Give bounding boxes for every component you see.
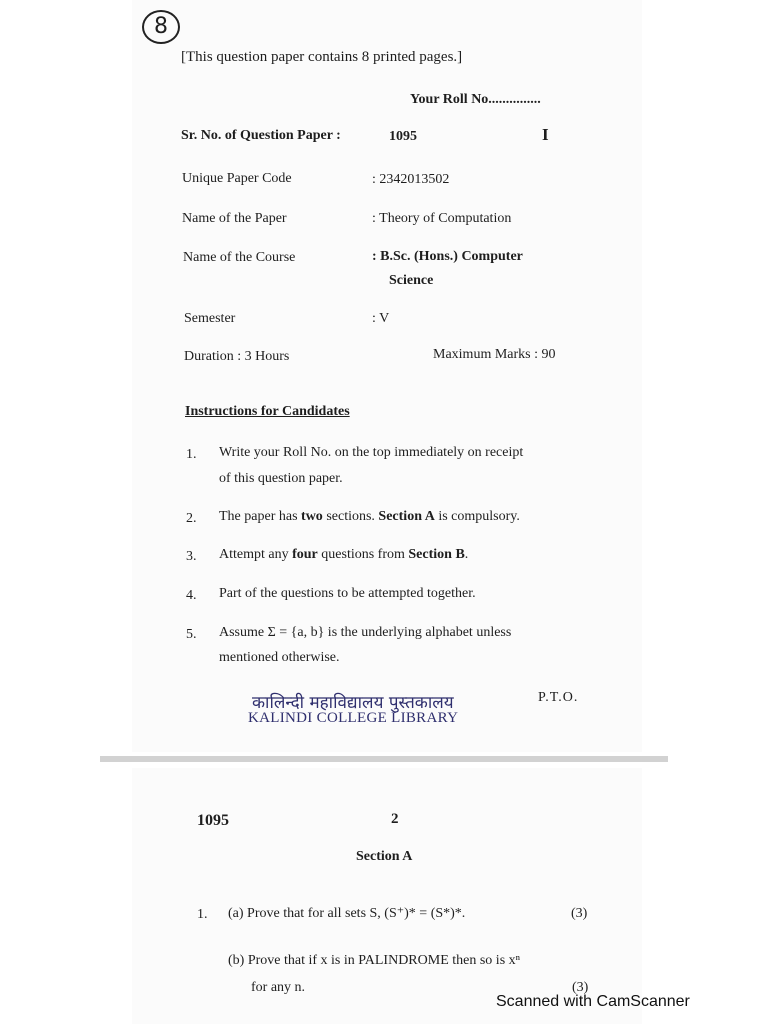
instruction-number: 5. [186,627,197,642]
instruction-text: The paper has two sections. Section A is compulsory. [219,509,520,524]
course-value-line1: : B.Sc. (Hons.) Computer [372,249,523,264]
upc-value: : 2342013502 [372,172,450,187]
instruction-text: of this question paper. [219,471,343,486]
header-note: [This question paper contains 8 printed pages.] [181,49,463,65]
instruction-text: Assume Σ = {a, b} is the underlying alphabet unless [219,625,512,640]
instruction-text: Attempt any four questions from Section B. [219,547,469,562]
roll-no-field: Your Roll No............... [410,92,541,107]
paper-name-value: : Theory of Computation [372,211,512,226]
instruction-number: 1. [186,447,197,462]
instruction-number: 2. [186,511,197,526]
question-1a-marks: (3) [571,906,588,921]
instruction-text: Write your Roll No. on the top immediately on receipt [219,445,524,460]
library-stamp-hindi: कालिन्दी महाविद्यालय पुस्तकालय [252,693,454,713]
page2-paper-code: 1095 [197,812,229,829]
sr-no-value: 1095 [389,129,417,144]
max-marks: Maximum Marks : 90 [433,347,556,362]
course-label: Name of the Course [183,250,296,265]
semester-value: : V [372,311,390,326]
instructions-heading: Instructions for Candidates [185,404,350,419]
pto-label: P.T.O. [538,690,579,705]
scanner-watermark: Scanned with CamScanner [496,993,690,1010]
page-separator [100,756,668,762]
page2-page-number: 2 [391,811,399,827]
page-marker-circle: 8 [142,10,180,44]
semester-label: Semester [184,311,236,326]
instruction-number: 3. [186,549,197,564]
library-stamp-english: KALINDI COLLEGE LIBRARY [248,710,459,726]
sr-no-label: Sr. No. of Question Paper : [181,128,341,143]
question-1b-marks: (3) [572,980,589,995]
question-1b-text-cont: for any n. [251,980,306,995]
instruction-number: 4. [186,588,197,603]
instruction-text: Part of the questions to be attempted together. [219,586,476,601]
course-value-line2: Science [389,273,434,288]
duration: Duration : 3 Hours [184,349,290,364]
paper-name-label: Name of the Paper [182,211,287,226]
question-number: 1. [197,907,208,922]
section-a-heading: Section A [356,849,413,864]
question-1a-text: (a) Prove that for all sets S, (S⁺)* = (S*)*. [228,906,466,921]
question-paper-page-2 [132,768,642,1024]
upc-label: Unique Paper Code [182,171,292,186]
instruction-text: mentioned otherwise. [219,650,340,665]
question-1b-text: (b) Prove that if x is in PALINDROME then so is xⁿ [228,953,521,968]
paper-set: I [542,125,549,144]
